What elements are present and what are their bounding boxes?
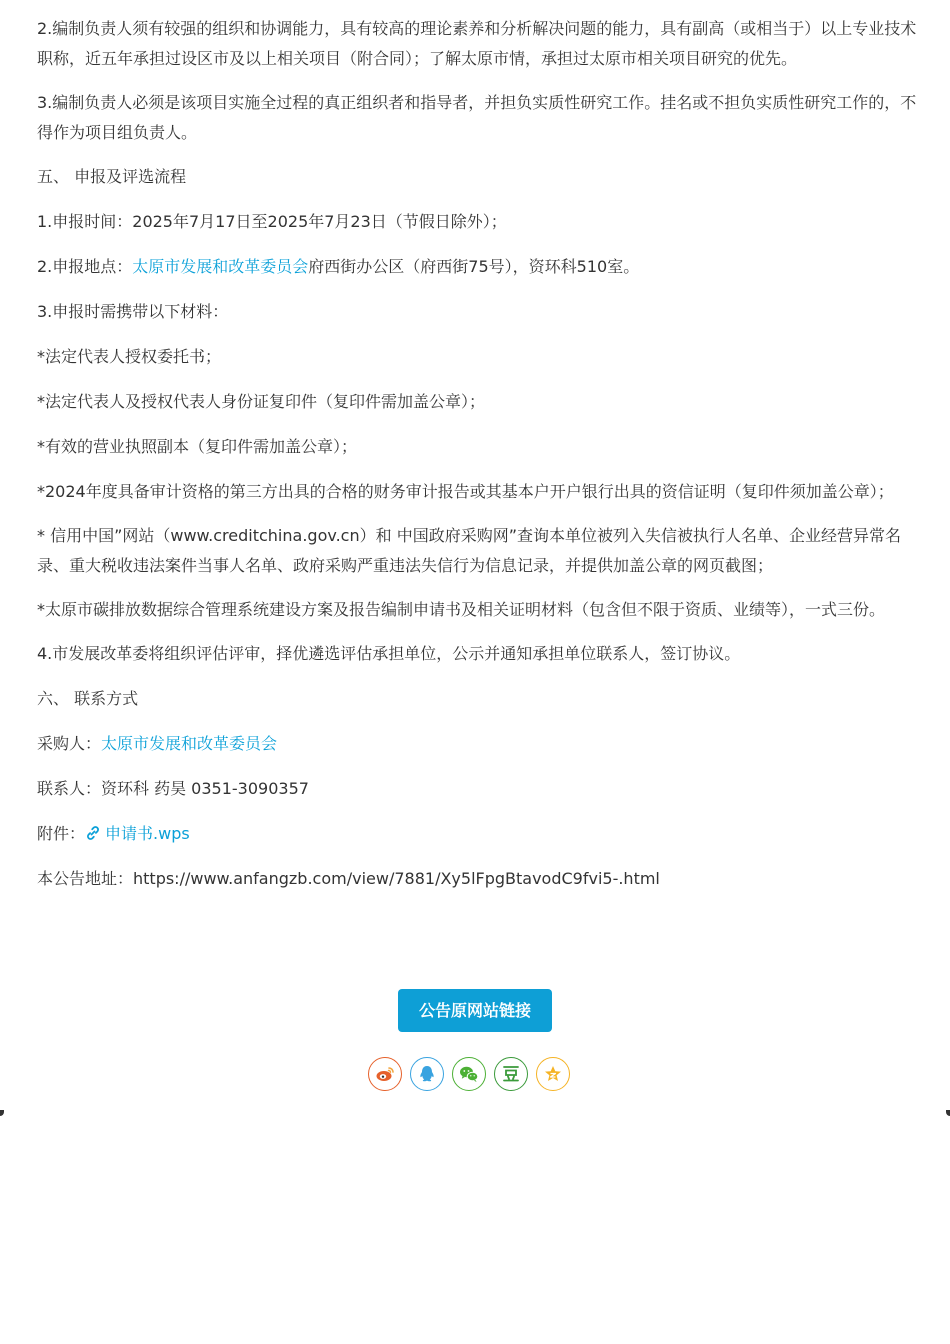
purchaser-label: 采购人： bbox=[37, 734, 102, 753]
paragraph-announcement-url: 本公告地址：https://www.anfangzb.com/view/7881/Xy5lFpgBtavodC9fvi5-.html bbox=[37, 869, 660, 888]
paragraph-apply-location bbox=[37, 252, 917, 282]
paragraph-material-audit: *2024年度具备审计资格的第三方出具的合格的财务审计报告或其基本户开户银行出具的资信证明（复印件须加盖公章）； bbox=[37, 482, 894, 501]
attachment-label: 附件： bbox=[37, 824, 86, 843]
paragraph-material-authorization: *法定代表人授权委托书； bbox=[37, 347, 222, 366]
paragraph-materials-intro: 3.申报时需携带以下材料： bbox=[37, 302, 229, 321]
douban-icon bbox=[500, 1063, 522, 1085]
share-weibo-button[interactable] bbox=[368, 1057, 402, 1091]
paragraph-attachment bbox=[37, 819, 917, 849]
paragraph-leader-role: 3.编制负责人必须是该项目实施全过程的真正组织者和指导者，并担负实质性研究工作。挂名或不担负实质性研究工作的，不得作为项目组负责人。 bbox=[37, 93, 917, 142]
weibo-icon bbox=[374, 1063, 396, 1085]
attachment-link[interactable] bbox=[85, 824, 190, 843]
card-corner-left bbox=[0, 1110, 4, 1116]
purchaser-link[interactable]: 太原市发展和改革委员会 bbox=[101, 734, 278, 753]
wechat-icon bbox=[458, 1063, 480, 1085]
card-corner-right bbox=[946, 1110, 950, 1116]
paragraph-material-license: *有效的营业执照副本（复印件需加盖公章）； bbox=[37, 437, 358, 456]
qq-icon bbox=[416, 1063, 438, 1085]
share-wechat-button[interactable] bbox=[452, 1057, 486, 1091]
paragraph-material-id: *法定代表人及授权代表人身份证复印件（复印件需加盖公章）； bbox=[37, 392, 486, 411]
section-heading-process: 五、 申报及评选流程 bbox=[37, 167, 187, 186]
paragraph-purchaser bbox=[37, 729, 917, 759]
share-bar bbox=[368, 1057, 570, 1091]
paragraph-contact-person: 联系人：资环科 药昊 0351-3090357 bbox=[37, 779, 309, 798]
qzone-icon bbox=[542, 1063, 564, 1085]
announcement-content bbox=[37, 14, 917, 909]
share-douban-button[interactable] bbox=[494, 1057, 528, 1091]
paragraph-apply-time: 1.申报时间：2025年7月17日至2025年7月23日（节假日除外）； bbox=[37, 212, 507, 231]
attachment-filename: 申请书.wps bbox=[105, 824, 190, 843]
paragraph-evaluation: 4.市发展改革委将组织评估评审，择优遴选评估承担单位，公示并通知承担单位联系人，签订协议。 bbox=[37, 644, 741, 663]
origin-site-button[interactable]: 公告原网站链接 bbox=[398, 989, 552, 1032]
apply-location-suffix: 府西街办公区（府西街75号），资环科510室。 bbox=[308, 257, 640, 276]
share-qzone-button[interactable] bbox=[536, 1057, 570, 1091]
ndrc-link[interactable]: 太原市发展和改革委员会 bbox=[132, 257, 309, 276]
link-icon bbox=[85, 825, 101, 841]
paragraph-material-application: *太原市碳排放数据综合管理系统建设方案及报告编制申请书及相关证明材料（包含但不限于资质、业绩等），一式三份。 bbox=[37, 600, 886, 619]
paragraph-leader-ability: 2.编制负责人须有较强的组织和协调能力，具有较高的理论素养和分析解决问题的能力，具有副高（或相当于）以上专业技术职称，近五年承担过设区市及以上相关项目（附合同）；了解太原市情，承担过太原市相关项目研究的优先。 bbox=[37, 19, 917, 68]
apply-location-prefix: 2.申报地点： bbox=[37, 257, 133, 276]
origin-button-wrap bbox=[0, 989, 950, 1032]
share-qq-button[interactable] bbox=[410, 1057, 444, 1091]
paragraph-material-credit: * 信用中国”网站（www.creditchina.gov.cn）和 中国政府采购网”查询本单位被列入失信被执行人名单、企业经营异常名录、重大税收违法案件当事人名单、政府采购严重违法失信行为信息记录，并提供加盖公章的网页截图； bbox=[37, 526, 901, 575]
section-heading-contact: 六、 联系方式 bbox=[37, 689, 139, 708]
